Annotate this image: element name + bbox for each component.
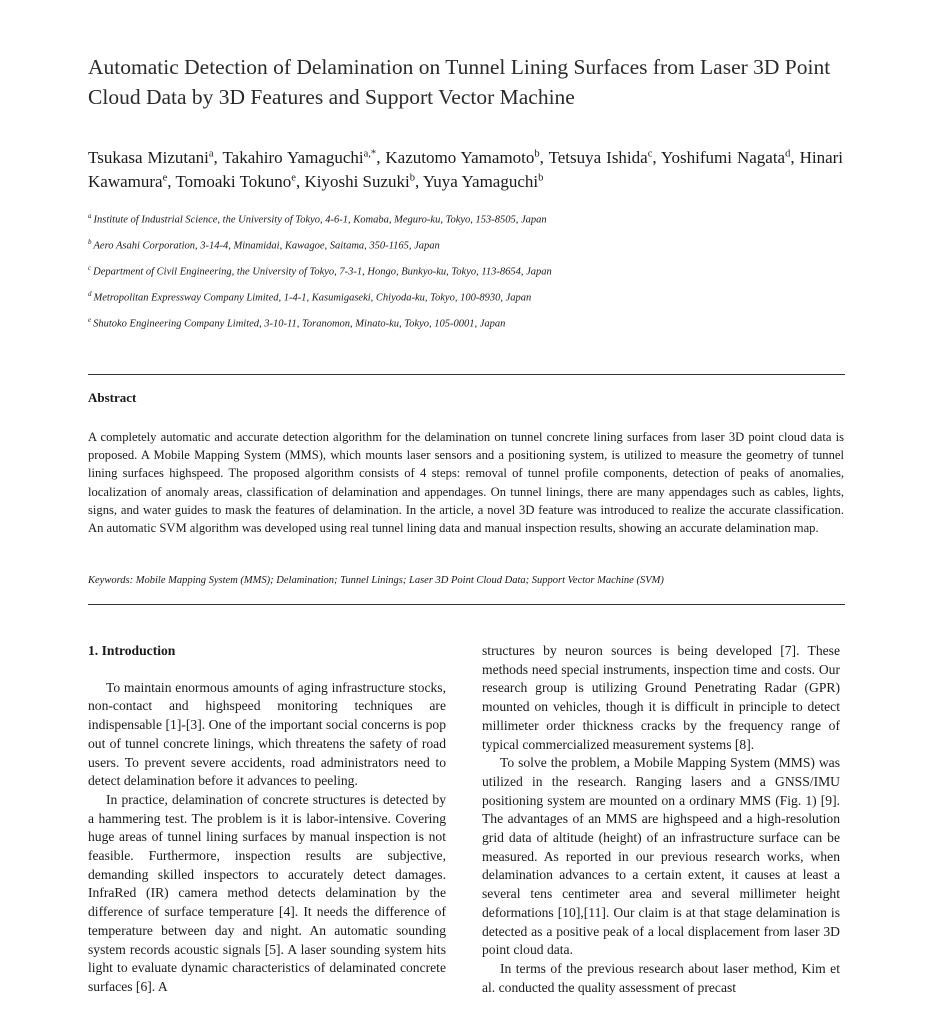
- author-affiliation-mark: b: [409, 172, 416, 184]
- author-affiliation-mark: a,*: [363, 148, 377, 160]
- intro-paragraph-3: To solve the problem, a Mobile Mapping System (MMS) was utilized in the research. Ranging lasers and a GNSS/IMU positioning system are mounted on a ordinary MMS (Fig. 1) [9]. The advantages of an MMS are highspeed and a high-resolution grid data of altitude (height) of an infrastructure surface can be measured. As reported in our previous research works, when delamination advances to a certain extent, it causes at least a several tens centimeter area and several millimeter height deformations [10],[11]. Our claim is at that stage delamination is detected as a positive peak of a local displacement from laser 3D point cloud data.: [482, 755, 840, 958]
- author-name: Tsukasa Mizutani: [88, 148, 209, 167]
- author-affiliation-mark: e: [162, 172, 168, 184]
- keywords: Keywords: Mobile Mapping System (MMS); Delamination; Tunnel Linings; Laser 3D Point Cloud Data; Support Vector Machine (SVM): [88, 575, 664, 586]
- author-name: Tomoaki Tokuno: [175, 172, 292, 191]
- intro-paragraph-continued: structures by neuron sources is being developed [7]. These methods need special instruments, inspection time and costs. Our research group is utilizing Ground Penetrating Radar (GPR) mounted on vehicles, though it is difficult in principle to detect millimeter order thickness cracks by the frequency range of typical commercialized measurement systems [8].: [482, 643, 840, 752]
- author-name: Takahiro Yamaguchi: [222, 148, 364, 167]
- affiliation-text: Shutoko Engineering Company Limited, 3-10-11, Toranomon, Minato-ku, Tokyo, 105-0001, Japan: [93, 318, 506, 330]
- affiliation-item: [88, 260, 848, 286]
- author-affiliation-mark: b: [534, 148, 540, 160]
- affiliation-mark: a: [88, 212, 92, 220]
- right-column: [482, 642, 840, 997]
- author-name: Yuya Yamaguchi: [422, 172, 539, 191]
- author-affiliation-mark: d: [785, 148, 791, 160]
- author-list: Tsukasa Mizutani$^a$, Takahiro Yamaguchi$^{a,*}$, Kazutomo Yamamoto$^b$, Tetsuya Ishida$^c$, Yoshifumi Nagata$^d$, Hinari Kawamura$^e$, Tomoaki Tokuno$^e$, Kiyoshi Suzuki$^b$, Yuya Yamaguchi$^b$: [88, 148, 843, 191]
- affiliation-mark: c: [88, 264, 92, 272]
- paper-title: Automatic Detection of Delamination on Tunnel Lining Surfaces from Laser 3D Point Cloud Data by 3D Features and Support Vector Machine: [88, 55, 831, 109]
- affiliation-text: Aero Asahi Corporation, 3-14-4, Minamidai, Kawagoe, Saitama, 350-1165, Japan: [93, 240, 440, 252]
- author-affiliation-mark: b: [538, 172, 544, 184]
- affiliation-item: [88, 208, 848, 234]
- author-name: Kiyoshi Suzuki: [304, 172, 410, 191]
- affiliation-list: [88, 208, 848, 338]
- author-name: Yoshifumi Nagata: [660, 148, 786, 167]
- author-affiliation-mark: a: [208, 148, 214, 160]
- affiliation-text: Metropolitan Expressway Company Limited, 1-4-1, Kasumigaseki, Chiyoda-ku, Tokyo, 100-8930, Japan: [93, 292, 532, 304]
- intro-paragraph-2: In practice, delamination of concrete structures is detected by a hammering test. The problem is it is labor-intensive. Covering huge areas of tunnel lining surfaces by manual inspection is not feasible. Furthermore, inspection results are subjective, demanding skilled inspectors to accurately detect damages. InfraRed (IR) camera method detects delamination by the difference of surface temperature [4]. It needs the difference of temperature between day and night. An automatic sounding system records acoustic signals [5]. A laser sounding system hits light to evaluate dynamic characteristics of delaminated concrete surfaces [6]. A: [88, 791, 446, 994]
- affiliation-mark: b: [88, 238, 92, 246]
- left-column: [88, 642, 446, 997]
- affiliation-mark: e: [88, 316, 92, 324]
- author-name: Tetsuya Ishida: [548, 148, 648, 167]
- top-rule: [88, 374, 845, 375]
- affiliation-item: [88, 286, 848, 312]
- author-affiliation-mark: c: [647, 148, 653, 160]
- bottom-rule: [88, 604, 845, 605]
- author-affiliation-mark: e: [291, 172, 296, 184]
- affiliation-mark: d: [88, 290, 92, 298]
- intro-paragraph-4: In terms of the previous research about laser method, Kim et al. conducted the quality assessment of precast: [482, 960, 840, 995]
- author-name: Kazutomo Yamamoto: [385, 148, 535, 167]
- abstract-text: A completely automatic and accurate detection algorithm for the delamination on tunnel concrete lining surfaces from laser 3D point cloud data is proposed. A Mobile Mapping System (MMS), which mounts laser sensors and a positioning system, is utilized to measure the geometry of tunnel lining surfaces highspeed. The proposed algorithm consists of 4 steps: removal of tunnel profile components, detection of peaks of anomalies, localization of anomaly areas, classification of delamination and appendages. On tunnel linings, there are many appendages such as cables, lights, signs, and water guides to mask the features of delamination. In the article, a novel 3D feature was introduced to realize the accurate classification. An automatic SVM algorithm was developed using real tunnel lining data and manual inspection results, showing an accurate delamination map.: [88, 430, 844, 536]
- affiliation-item: [88, 234, 848, 260]
- abstract-heading: Abstract: [88, 390, 137, 405]
- affiliation-text: Department of Civil Engineering, the University of Tokyo, 7-3-1, Hongo, Bunkyo-ku, Tokyo, 113-8654, Japan: [93, 266, 552, 278]
- intro-paragraph-1: To maintain enormous amounts of aging infrastructure stocks, non-contact and highspeed monitoring techniques are indispensable [1]-[3]. One of the important social concerns is pop out of tunnel concrete linings, which threatens the safety of road users. To prevent severe accidents, road administrators need to detect delamination before it advances to peeling.: [88, 679, 446, 789]
- affiliation-item: [88, 312, 848, 338]
- author-name: Hinari Kawamura: [88, 148, 843, 191]
- section-heading: 1. Introduction: [88, 643, 176, 658]
- affiliation-text: Institute of Industrial Science, the University of Tokyo, 4-6-1, Komaba, Meguro-ku, Tokyo, 153-8505, Japan: [93, 214, 547, 226]
